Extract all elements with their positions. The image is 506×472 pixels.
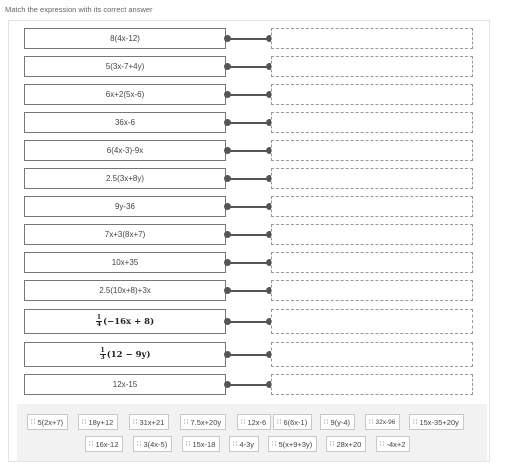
connector-line (226, 122, 270, 124)
fraction-denominator: 4 (96, 321, 102, 328)
connector-dot-left (224, 318, 231, 325)
answer-chip-label: 7.5x+20y (190, 417, 222, 427)
connector-line (226, 150, 270, 152)
answer-chip[interactable] (85, 436, 123, 452)
prompt-expression: 2.5(3x+8y) (24, 168, 226, 189)
answer-chip-label: 18y+12 (88, 417, 114, 427)
answer-drop-target[interactable] (271, 112, 473, 133)
prompt-expression-rest: (12 − 9y) (106, 349, 151, 360)
connector-dot-left (224, 119, 231, 126)
connector-dot-left (224, 287, 231, 294)
answer-drop-target[interactable] (271, 252, 473, 273)
connector-line (226, 262, 270, 264)
fraction-numerator: 1 (100, 347, 105, 354)
answer-chip-label: 15x-35+20y (419, 417, 459, 427)
answer-chip-label: 5(x+9+3y) (278, 439, 313, 449)
answer-chip[interactable] (376, 436, 410, 452)
answer-drop-target[interactable] (271, 28, 473, 49)
connector-line (226, 178, 270, 180)
answer-chip-label: -4x+2 (386, 439, 406, 449)
connector-line (226, 38, 270, 40)
fraction-numerator: 1 (96, 314, 102, 321)
prompt-expression: 2.5(10x+8)+3x (24, 280, 226, 301)
drag-handle-icon: ∷ (133, 419, 137, 426)
connector-line (226, 234, 270, 236)
drag-handle-icon: ∷ (241, 419, 245, 426)
match-row (24, 168, 482, 189)
drag-handle-icon: ∷ (330, 441, 334, 448)
drag-handle-icon: ∷ (137, 441, 141, 448)
prompt-expression: 8(4x-12) (24, 28, 226, 49)
connector-dot-left (224, 35, 231, 42)
answer-chip[interactable] (409, 414, 464, 430)
answer-chip-label: 9(y-4) (330, 417, 351, 427)
connector-line (226, 290, 270, 292)
match-row (24, 252, 482, 273)
match-row (24, 224, 482, 245)
answer-chip-label: 32x-96 (375, 418, 396, 426)
drag-handle-icon: ∷ (184, 419, 188, 426)
prompt-expression: 9y-36 (24, 196, 226, 217)
match-row (24, 342, 482, 367)
answer-chip[interactable] (229, 436, 259, 452)
answer-chip-label: 28x+20 (336, 439, 362, 449)
drag-handle-icon: ∷ (31, 419, 35, 426)
fraction-denominator: 3 (100, 354, 105, 361)
match-row (24, 28, 482, 49)
prompt-expression: 36x-6 (24, 112, 226, 133)
connector-line (226, 206, 270, 208)
answer-chip[interactable] (182, 436, 220, 452)
answer-chip-label: 3(4x-5) (143, 439, 168, 449)
instruction-text: Match the expression with its correct answer (5, 5, 153, 14)
drag-handle-icon: ∷ (233, 441, 237, 448)
connector-line (226, 354, 270, 356)
answer-drop-target[interactable] (271, 224, 473, 245)
answer-drop-target[interactable] (271, 342, 473, 367)
connector-dot-left (224, 231, 231, 238)
connector-dot-left (224, 63, 231, 70)
connector-dot-left (224, 175, 231, 182)
connector-dot-left (224, 147, 231, 154)
drag-handle-icon: ∷ (89, 441, 93, 448)
answer-chip-label: 15x-18 (192, 439, 216, 449)
answer-drop-target[interactable] (271, 140, 473, 161)
answer-chip[interactable] (326, 436, 366, 452)
drag-handle-icon: ∷ (277, 419, 281, 426)
match-row (24, 309, 482, 334)
prompt-expression-rest: (−16x + 8) (103, 316, 155, 327)
prompt-expression: 6x+2(5x-6) (24, 84, 226, 105)
drag-handle-icon: ∷ (369, 419, 373, 426)
prompt-expression: 7x+3(8x+7) (24, 224, 226, 245)
match-row (24, 140, 482, 161)
answer-chip[interactable] (268, 436, 317, 452)
connector-dot-left (224, 381, 231, 388)
answer-bank (17, 404, 487, 461)
connector-dot-left (224, 203, 231, 210)
match-row (24, 280, 482, 301)
answer-chip-label: 6(6x-1) (283, 417, 308, 427)
match-row (24, 84, 482, 105)
fraction (96, 315, 102, 328)
answer-chip[interactable] (320, 414, 355, 430)
drag-handle-icon: ∷ (324, 419, 328, 426)
answer-drop-target[interactable] (271, 56, 473, 77)
answer-chip-label: 16x-12 (95, 439, 119, 449)
connector-line (226, 321, 270, 323)
drag-handle-icon: ∷ (82, 419, 86, 426)
match-row (24, 112, 482, 133)
match-row (24, 56, 482, 77)
answer-drop-target[interactable] (271, 196, 473, 217)
answer-chip[interactable] (133, 436, 172, 452)
answer-chip-label: 5(2x+7) (37, 417, 64, 427)
answer-chip[interactable] (78, 414, 118, 430)
drag-handle-icon: ∷ (413, 419, 417, 426)
connector-line (226, 66, 270, 68)
connector-dot-left (224, 91, 231, 98)
drag-handle-icon: ∷ (272, 441, 276, 448)
prompt-expression (24, 342, 226, 367)
answer-drop-target[interactable] (271, 309, 473, 334)
answer-drop-target[interactable] (271, 168, 473, 189)
connector-line (226, 384, 270, 386)
connector-dot-left (224, 351, 231, 358)
answer-chip[interactable] (27, 414, 68, 430)
prompt-expression: 12x-15 (24, 374, 226, 395)
prompt-expression: 5(3x-7+4y) (24, 56, 226, 77)
answer-drop-target[interactable] (271, 84, 473, 105)
answer-chip[interactable] (273, 414, 312, 430)
answer-chip[interactable] (129, 414, 169, 430)
connector-line (226, 94, 270, 96)
answer-drop-target[interactable] (271, 280, 473, 301)
answer-chip[interactable] (180, 414, 226, 430)
prompt-expression: 6(4x-3)-9x (24, 140, 226, 161)
answer-chip[interactable] (237, 414, 271, 430)
match-row (24, 374, 482, 395)
answer-chip-label: 12x-6 (247, 417, 267, 427)
answer-chip[interactable] (365, 414, 400, 430)
drag-handle-icon: ∷ (186, 441, 190, 448)
connector-dot-left (224, 259, 231, 266)
prompt-expression (24, 309, 226, 334)
matching-panel (8, 20, 490, 462)
answer-drop-target[interactable] (271, 374, 473, 395)
prompt-expression: 10x+35 (24, 252, 226, 273)
answer-chip-label: 31x+21 (139, 417, 165, 427)
answer-chip-label: 4-3y (239, 439, 255, 449)
match-row (24, 196, 482, 217)
drag-handle-icon: ∷ (380, 441, 384, 448)
fraction (100, 348, 106, 361)
